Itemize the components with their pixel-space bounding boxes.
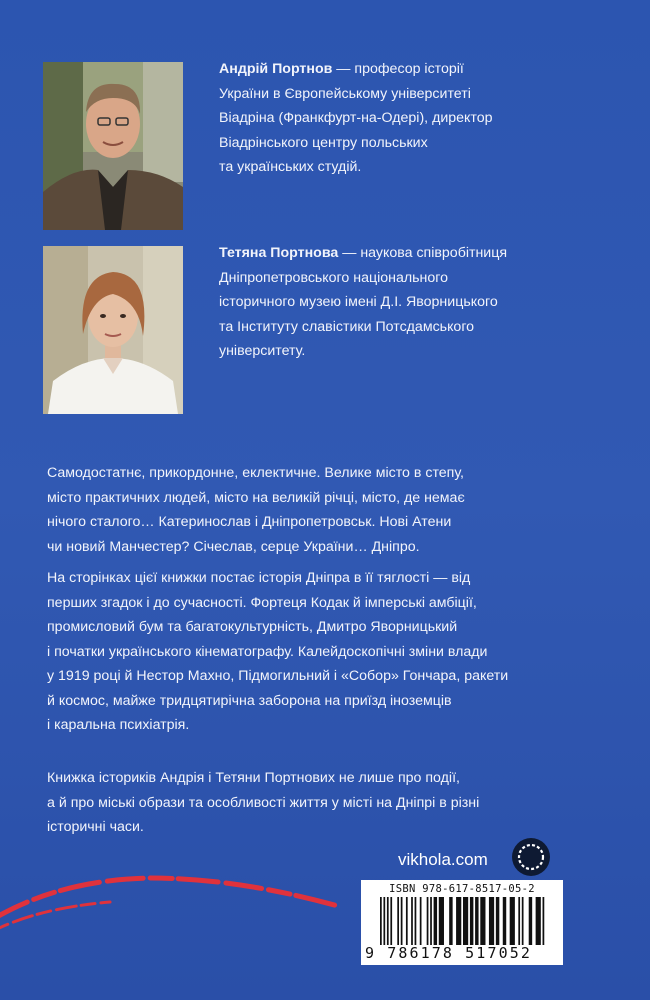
barcode-bar bbox=[522, 897, 524, 945]
barcode-bar bbox=[456, 897, 461, 945]
barcode-bar bbox=[463, 897, 468, 945]
publisher-logo-icon bbox=[512, 838, 550, 876]
barcode-bar bbox=[503, 897, 506, 945]
author-name-tetiana: Тетяна Портнова bbox=[219, 245, 339, 261]
barcode-bar bbox=[387, 897, 389, 945]
barcode-bar bbox=[383, 897, 385, 945]
barcode-bar bbox=[475, 897, 478, 945]
barcode-bar bbox=[427, 897, 429, 945]
author-name-andriy: Андрій Портнов bbox=[219, 61, 333, 77]
blurb-paragraph-3: Книжка істориків Андрія і Тетяни Портнових не лише про події, а й про міські образи та особливості життя у місті на Дніпрі в різні історичні часи. bbox=[47, 770, 480, 835]
blurb-paragraph-1: Самодостатнє, прикордонне, еклектичне. Велике місто в степу, місто практичних людей, місто на великій річці, місто, де немає нічого сталого… Катеринослав і Дніпропетровськ. Нові Атени чи новий Манчестер? Січеслав, серце України… Дніпро. bbox=[47, 465, 465, 555]
author-bio-tetiana: Тетяна Портнова — наукова співробітниця Дніпропетровського національного історичного музею імені Д.І. Яворницького та Інституту славістики Потсдамського університету. bbox=[219, 245, 508, 359]
author-photo-tetiana bbox=[43, 246, 183, 414]
barcode-bar bbox=[380, 897, 382, 945]
barcode-bar bbox=[439, 897, 444, 945]
barcode-bar bbox=[401, 897, 403, 945]
isbn-barcode bbox=[361, 880, 563, 965]
barcode-bar bbox=[406, 897, 408, 945]
barcode-bar bbox=[390, 897, 392, 945]
isbn-label: ISBN 978-617-8517-05-2 bbox=[389, 883, 535, 895]
barcode-bar bbox=[480, 897, 485, 945]
barcode-bar bbox=[415, 897, 417, 945]
barcode-bar bbox=[510, 897, 515, 945]
barcode-bar bbox=[543, 897, 545, 945]
barcode-bar bbox=[518, 897, 520, 945]
barcode-bar bbox=[420, 897, 422, 945]
barcode-bar bbox=[470, 897, 473, 945]
author-photo-andriy bbox=[43, 62, 183, 230]
barcode-bars bbox=[380, 897, 546, 945]
author-bio-andriy: Андрій Портнов — професор історії України в Європейському університеті Віадріна (Франкфурт-на-Одері), директор Віадрінського центру польських та українських студій. bbox=[219, 61, 493, 175]
barcode-bar bbox=[529, 897, 532, 945]
barcode-bar bbox=[430, 897, 432, 945]
barcode-bar bbox=[434, 897, 437, 945]
barcode-bar bbox=[411, 897, 413, 945]
barcode-digits: 9 786178 517052 bbox=[365, 944, 532, 962]
barcode-bar bbox=[536, 897, 541, 945]
barcode-bar bbox=[489, 897, 494, 945]
barcode-bar bbox=[496, 897, 499, 945]
barcode-bar bbox=[397, 897, 399, 945]
barcode-bar bbox=[449, 897, 452, 945]
red-swoosh-decoration bbox=[0, 860, 340, 1000]
publisher-website[interactable]: vikhola.com bbox=[398, 850, 488, 869]
blurb-paragraph-2: На сторінках цієї книжки постає історія Дніпра в її тяглості — від перших згадок і до сучасності. Фортеця Кодак й імперські амбіції, промисловий бум та багатокультурність, Дмитро Яворницький і початки українського кінематографу. Калейдоскопічні зміни влади у 1919 році й Нестор Махно, Підмогильний і «Собор» Гончара, ракети й космос, майже тридцятирічна заборона на приїзд іноземців і каральна психіатрія. bbox=[47, 570, 509, 733]
